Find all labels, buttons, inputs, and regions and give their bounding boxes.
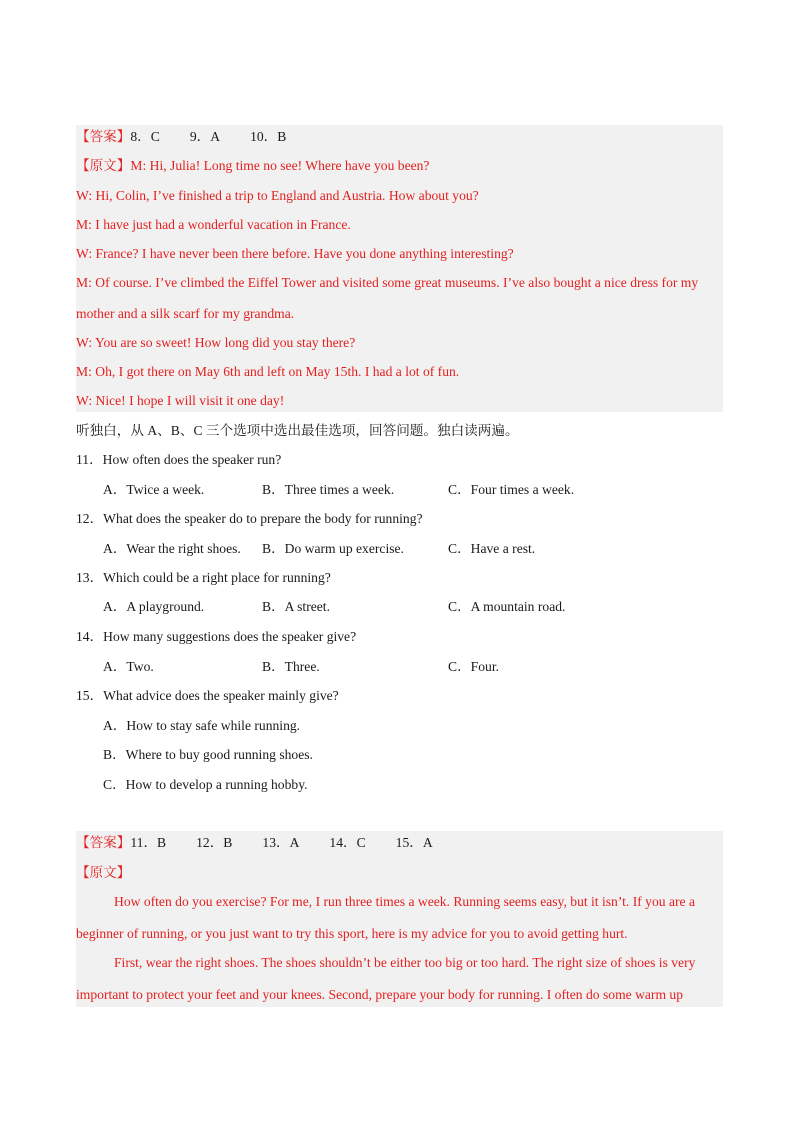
question-14: 14．How many suggestions does the speaker give? (76, 629, 357, 644)
question-11-option-a: A．Twice a week. (103, 482, 205, 497)
question-13-option-b: B．A street. (262, 599, 330, 614)
transcript-1-line-2: M: I have just had a wonderful vacation in France. (76, 217, 351, 232)
instruction-text: 听独白，从 A、B、C 三个选项中选出最佳选项，回答问题。独白读两遍。 (76, 423, 519, 438)
question-12-option-a: A．Wear the right shoes. (103, 541, 241, 556)
transcript-2-line-0: How often do you exercise? For me, I run three times a week. Running seems easy, but it isn’t. If you are a (114, 894, 695, 909)
transcript-1-line-6: W: You are so sweet! How long did you stay there? (76, 335, 356, 350)
question-15-option-b: B．Where to buy good running shoes. (103, 747, 313, 762)
question-11-option-b: B．Three times a week. (262, 482, 395, 497)
question-13-option-c: C．A mountain road. (448, 599, 566, 614)
answer-8: 8．C (130, 129, 160, 144)
question-11: 11．How often does the speaker run? (76, 452, 282, 467)
question-15-option-a: A．How to stay safe while running. (103, 718, 301, 733)
answer-tag: 【答案】 (76, 129, 131, 144)
transcript-2-line-1: beginner of running, or you just want to try this sport, here is my advice for you to avoid getting hurt. (76, 926, 628, 941)
transcript-1-line-0 (76, 156, 429, 176)
question-13: 13．Which could be a right place for running? (76, 570, 331, 585)
answer-12: 12．B (196, 835, 233, 850)
transcript-1-line-7: M: Oh, I got there on May 6th and left on May 15th. I had a lot of fun. (76, 364, 460, 379)
question-15: 15．What advice does the speaker mainly give? (76, 688, 339, 703)
question-12-option-c: C．Have a rest. (448, 541, 536, 556)
transcript-2-tag: 【原文】 (76, 865, 131, 880)
answer-tag-2: 【答案】 (76, 835, 131, 850)
question-13-option-a: A．A playground. (103, 599, 205, 614)
answer-9: 9．A (189, 129, 221, 144)
answer-11: 11．B (130, 835, 167, 850)
transcript-1-line-3: W: France? I have never been there before. Have you done anything interesting? (76, 246, 514, 261)
answer-10: 10．B (250, 129, 287, 144)
transcript-text: M: Hi, Julia! Long time no see! Where have you been? (130, 158, 430, 173)
transcript-1-line-8: W: Nice! I hope I will visit it one day! (76, 393, 285, 408)
answer-block-2-background (76, 831, 723, 1007)
question-14-option-a: A．Two. (103, 659, 154, 674)
answer-line-1 (76, 127, 286, 147)
transcript-tag: 【原文】 (76, 158, 131, 173)
question-15-option-c: C．How to develop a running hobby. (103, 777, 308, 792)
transcript-1-line-5: mother and a silk scarf for my grandma. (76, 306, 295, 321)
question-12: 12．What does the speaker do to prepare the body for running? (76, 511, 423, 526)
answer-line-2 (76, 833, 433, 853)
question-14-option-c: C．Four. (448, 659, 499, 674)
question-12-option-b: B．Do warm up exercise. (262, 541, 404, 556)
transcript-1-line-1: W: Hi, Colin, I’ve finished a trip to England and Austria. How about you? (76, 188, 479, 203)
question-14-option-b: B．Three. (262, 659, 320, 674)
answer-14: 14．C (329, 835, 366, 850)
answer-15: 15．A (395, 835, 433, 850)
transcript-2-line-3: important to protect your feet and your knees. Second, prepare your body for running. I often do some warm up (76, 987, 684, 1002)
transcript-1-line-4: M: Of course. I’ve climbed the Eiffel Tower and visited some great museums. I’ve also bought a nice dress for my (76, 275, 699, 290)
transcript-2-line-2: First, wear the right shoes. The shoes shouldn’t be either too big or too hard. The right size of shoes is very (114, 955, 696, 970)
answer-13: 13．A (262, 835, 300, 850)
question-11-option-c: C．Four times a week. (448, 482, 575, 497)
